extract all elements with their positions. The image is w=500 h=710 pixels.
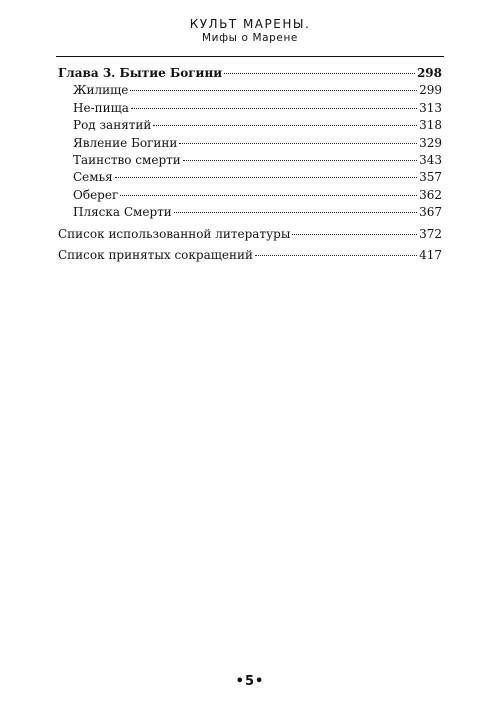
- book-subtitle: Мифы о Марене: [202, 32, 298, 44]
- toc-entry: [58, 205, 442, 222]
- toc-entry-page: 417: [419, 247, 442, 262]
- toc-dot-leader: [130, 90, 417, 91]
- toc-entry-page: 362: [419, 187, 442, 202]
- toc-dot-leader: [174, 212, 417, 213]
- toc-entry-page: 299: [419, 83, 442, 98]
- toc-entry-page: 318: [419, 118, 442, 133]
- page-number: •5•: [235, 674, 265, 689]
- toc-entry-label: Семья: [73, 170, 113, 185]
- toc-entry: [58, 227, 442, 244]
- toc-entry-label: Список использованной литературы: [58, 226, 291, 241]
- toc-dot-leader: [224, 73, 415, 74]
- toc-entry: [58, 118, 442, 135]
- header-rule: [56, 56, 444, 57]
- toc-entry-label: Список принятых сокращений: [58, 247, 253, 262]
- toc-entry-page: 372: [419, 226, 442, 241]
- toc-entry-page: 357: [419, 170, 442, 185]
- toc-entry-label: Явление Богини: [73, 135, 178, 150]
- toc-entry: [58, 101, 442, 118]
- toc-dot-leader: [255, 255, 417, 256]
- toc-entry: [58, 83, 442, 100]
- toc-entry: [58, 248, 442, 265]
- toc-dot-leader: [120, 195, 417, 196]
- toc-dot-leader: [131, 108, 417, 109]
- toc-dot-leader: [153, 125, 417, 126]
- toc-entry: [58, 153, 442, 170]
- toc-dot-leader: [115, 177, 417, 178]
- toc-entry-chapter-3: [58, 66, 442, 83]
- toc-entry-label: Глава 3. Бытие Богини: [58, 66, 223, 80]
- toc-entry-page: 313: [419, 100, 442, 115]
- toc-entry-page: 298: [416, 66, 442, 80]
- toc-entry-page: 329: [419, 135, 442, 150]
- toc-dot-leader: [183, 160, 417, 161]
- toc-entry-page: 343: [419, 152, 442, 167]
- book-title: КУЛЬТ МАРЕНЫ.: [189, 17, 311, 31]
- toc-entry-label: Жилище: [73, 83, 129, 98]
- toc-dot-leader: [179, 143, 417, 144]
- toc-entry: [58, 170, 442, 187]
- toc-entry: [58, 188, 442, 205]
- toc-entry-label: Таинство смерти: [73, 152, 181, 167]
- toc-entry-label: Род занятий: [73, 118, 152, 133]
- toc-entry-label: Не-пища: [73, 100, 129, 115]
- table-of-contents: [58, 66, 442, 265]
- toc-entry: [58, 136, 442, 153]
- running-header: [0, 18, 500, 44]
- toc-entry-page: 367: [419, 205, 442, 220]
- toc-entry-label: Пляска Смерти: [73, 205, 172, 220]
- toc-entry-label: Оберег: [73, 187, 119, 202]
- toc-dot-leader: [292, 234, 417, 235]
